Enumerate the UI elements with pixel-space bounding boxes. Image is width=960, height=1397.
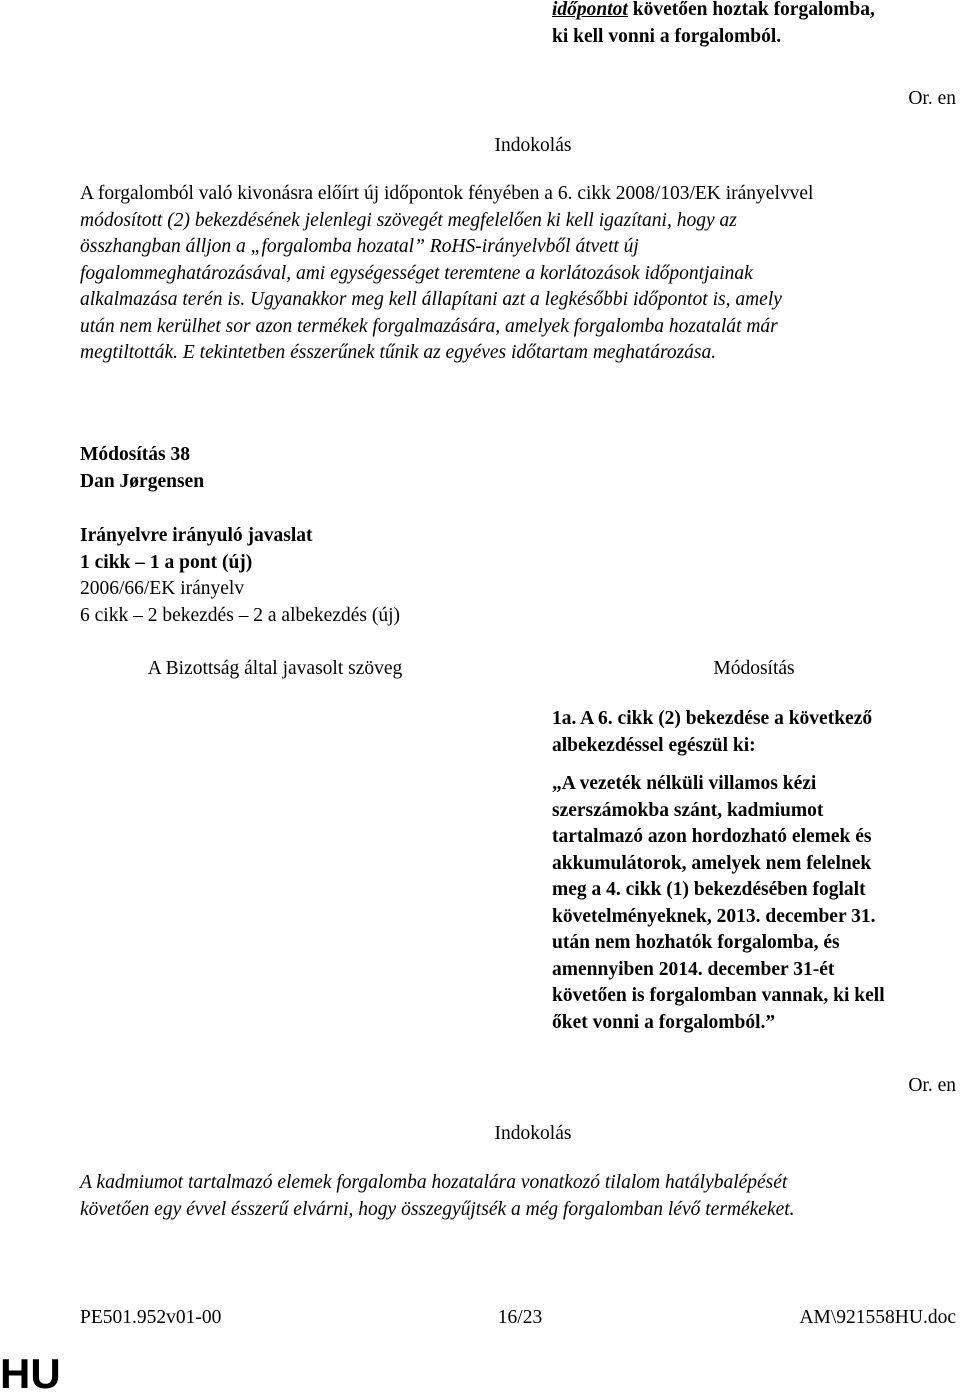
original-language-1: Or. en xyxy=(908,88,956,109)
footer-reference: PE501.952v01-00 xyxy=(80,1307,222,1328)
amendment-body-line: követően is forgalomban vannak, ki kell xyxy=(552,985,885,1006)
justification-1-line-7: megtiltották. E tekintetben ésszerűnek tűnik az egyéves időtartam meghatározása. xyxy=(80,342,717,363)
amendment-text xyxy=(552,706,956,759)
directive-reference: 2006/66/EK irányelv xyxy=(80,578,245,599)
amendment-body-line: szerszámokba szánt, kadmiumot xyxy=(552,799,824,821)
amendment-body-line: követelményeknek, 2013. december 31. xyxy=(552,905,876,927)
justification-1-line-1: A forgalomból való kivonásra előírt új időpontok fényében a 6. cikk 2008/103/EK irányelvvel xyxy=(80,183,814,204)
amendment-column-header: Módosítás xyxy=(713,658,795,679)
amendment-header xyxy=(80,442,204,495)
justification-1-line-2: módosított (2) bekezdésének jelenlegi szövegét megfelelően ki kell igazítani, hogy az xyxy=(80,209,737,231)
original-language-2: Or. en xyxy=(908,1075,956,1096)
language-code: HU xyxy=(0,1350,61,1397)
top-amendment-line-1: időpontot követően hoztak forgalomba, xyxy=(552,0,875,20)
proposal-title: Irányelvre irányuló javaslat xyxy=(80,525,313,546)
amendment-body-line: amennyiben 2014. december 31-ét xyxy=(552,958,835,980)
footer-page-number: 16/23 xyxy=(497,1307,543,1328)
amendment-reference xyxy=(80,523,400,629)
justification-text-2 xyxy=(80,1170,956,1223)
top-amendment-line-2: ki kell vonni a forgalomból. xyxy=(552,25,782,47)
amendment-body-line: tartalmazó azon hordozható elemek és xyxy=(552,826,872,847)
top-amendment-highlight: időpontot xyxy=(552,0,628,20)
justification-1-line-3: összhangban álljon a „forgalomba hozatal” RoHS-irányelvből átvett új xyxy=(80,236,639,257)
amendment-author: Dan Jørgensen xyxy=(80,470,205,492)
justification-text-1 xyxy=(80,181,956,367)
amendment-body xyxy=(552,771,956,1036)
amendment-body-line: őket vonni a forgalomból.” xyxy=(552,1011,776,1033)
justification-heading-2: Indokolás xyxy=(494,1123,572,1144)
justification-1-line-6: után nem kerülhet sor azon termékek forgalmazására, amelyek forgalomba hozatalát már xyxy=(80,315,778,337)
commission-text-header: A Bizottság által javasolt szöveg xyxy=(147,658,403,679)
article-reference: 1 cikk – 1 a pont (új) xyxy=(80,551,253,573)
amendment-body-line: meg a 4. cikk (1) bekezdésében foglalt xyxy=(552,879,866,900)
amendment-intro-line-1: 1a. A 6. cikk (2) bekezdése a következő xyxy=(552,708,873,729)
amendment-intro-line-2: albekezdéssel egészül ki: xyxy=(552,734,756,756)
footer-document-name: AM\921558HU.doc xyxy=(799,1307,956,1328)
justification-2-line-1: A kadmiumot tartalmazó elemek forgalomba hozatalára vonatkozó tilalom hatálybalépését xyxy=(80,1172,788,1193)
amendment-body-line: akkumulátorok, amelyek nem felelnek xyxy=(552,852,872,874)
amendment-body-line: után nem hozhatók forgalomba, és xyxy=(552,932,840,953)
paragraph-reference: 6 cikk – 2 bekezdés – 2 a albekezdés (új) xyxy=(80,604,400,626)
justification-1-line-5: alkalmazása terén is. Ugyanakkor meg kell állapítani azt a legkésőbbi időpontot is, amely xyxy=(80,289,782,310)
amendment-body-line: „A vezeték nélküli villamos kézi xyxy=(552,773,817,794)
justification-heading-1: Indokolás xyxy=(494,135,572,156)
amendment-number: Módosítás 38 xyxy=(80,444,190,465)
justification-2-line-2: követően egy évvel ésszerű elvárni, hogy összegyűjtsék a még forgalomban lévő termékeket. xyxy=(80,1198,795,1220)
justification-1-line-4: fogalommeghatározásával, ami egységességet teremtene a korlátozások időpontjainak xyxy=(80,262,753,284)
top-amendment-fragment xyxy=(552,0,952,50)
